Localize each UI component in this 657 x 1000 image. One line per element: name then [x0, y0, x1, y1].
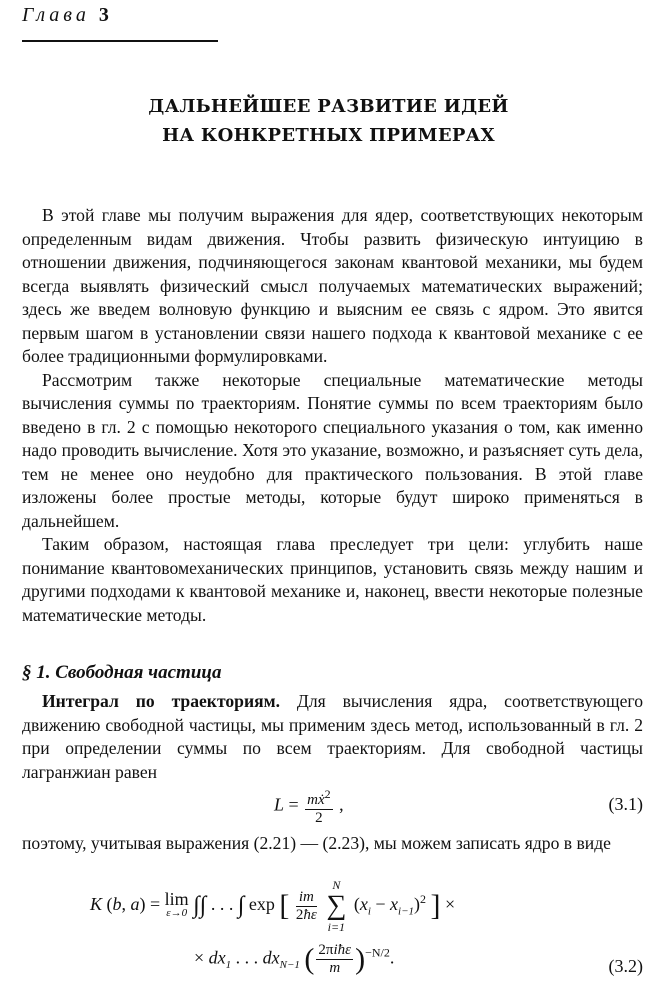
runin-heading: Интеграл по траекториям.: [42, 691, 280, 711]
intro-text: [22, 204, 643, 627]
equation-3-2-line-1: [22, 878, 643, 940]
chapter-title-line-2: НА КОНКРЕТНЫХ ПРИМЕРАХ: [162, 125, 495, 146]
section-paragraph-2: поэтому, учитывая выражения (2.21) — (2.23), мы можем записать ядро в виде: [22, 833, 611, 853]
section-text-2: [22, 832, 643, 856]
equation-3-2-line-2: [22, 942, 643, 990]
chapter-title-line-1: ДАЛЬНЕЙШЕЕ РАЗВИТИЕ ИДЕЙ: [148, 96, 509, 117]
section-text: [22, 690, 643, 784]
intro-paragraph-3: Таким образом, настоящая глава преследует три цели: углубить наше понимание квантовомеханических принципов, установить связь между нашим и другими подходами к квантовой механике и, наконец, ввести некоторые полезные математические методы.: [22, 534, 643, 625]
intro-paragraph-1: В этой главе мы получим выражения для ядер, соответствующих некоторым определенным видам движения. Чтобы развить физическую интуицию в отношении движения, подчиняющегося законам квантовой механики, мы будем всегда выявлять физический смысл получаемых математических выражений; здесь же введем волновую функцию и выясним ее связь с ядром. Это явится первым шагом в установлении связи нашего подхода к квантовой механике с ее более традиционными формулировками.: [22, 205, 643, 366]
section-paragraph-1-body: Для вычисления ядра, соответствующего движению свободной частицы, мы применим здесь метод, использованный в гл. 2 при определении суммы по всем траекториям. Для свободной частицы лагранжиан равен: [22, 691, 643, 782]
chapter-title: [0, 92, 657, 150]
section-heading: § 1. Свободная частица: [22, 662, 222, 683]
equation-3-1: [22, 784, 643, 828]
intro-paragraph-2: Рассмотрим также некоторые специальные математические методы вычисления суммы по траекториям. Понятие суммы по всем траекториям было введено в гл. 2 с помощью некоторого специального указания о том, как именно надо проводить вычисление. Хотя это указание, возможно, и разъясняет суть дела, тем не менее оно неудобно для практического пользования. В этой главе изложены более простые методы, которые будут широко применяться в дальнейшем.: [22, 369, 643, 531]
equation-number-3-2: (3.2): [608, 956, 643, 976]
chapter-word: Глава: [22, 4, 90, 26]
equation-3-1-body: L = $\frac{mẋ^2}{2}$ ,: [274, 787, 344, 826]
section-paragraph-1: [22, 690, 643, 784]
equation-number-3-1: (3.1): [608, 794, 643, 814]
chapter-number: 3: [98, 4, 109, 26]
chapter-label: [22, 4, 109, 27]
chapter-rule: [22, 40, 218, 42]
equation-3-2-body-2: × $dx_1$ . . . $dx_{N-1}$ ( $\frac{\text{2πiħε}}{m}$ )$^{-N/2}$.: [194, 942, 395, 976]
equation-3-2-body-1: K (b, a) = lim ε→0 ∫∫ . . . ∫ exp [ $\frac{im}{2ħ\varepsilon}$ N ∑ i=1 $(x_i - x_{i-1})^2$ ] ×: [90, 878, 456, 934]
